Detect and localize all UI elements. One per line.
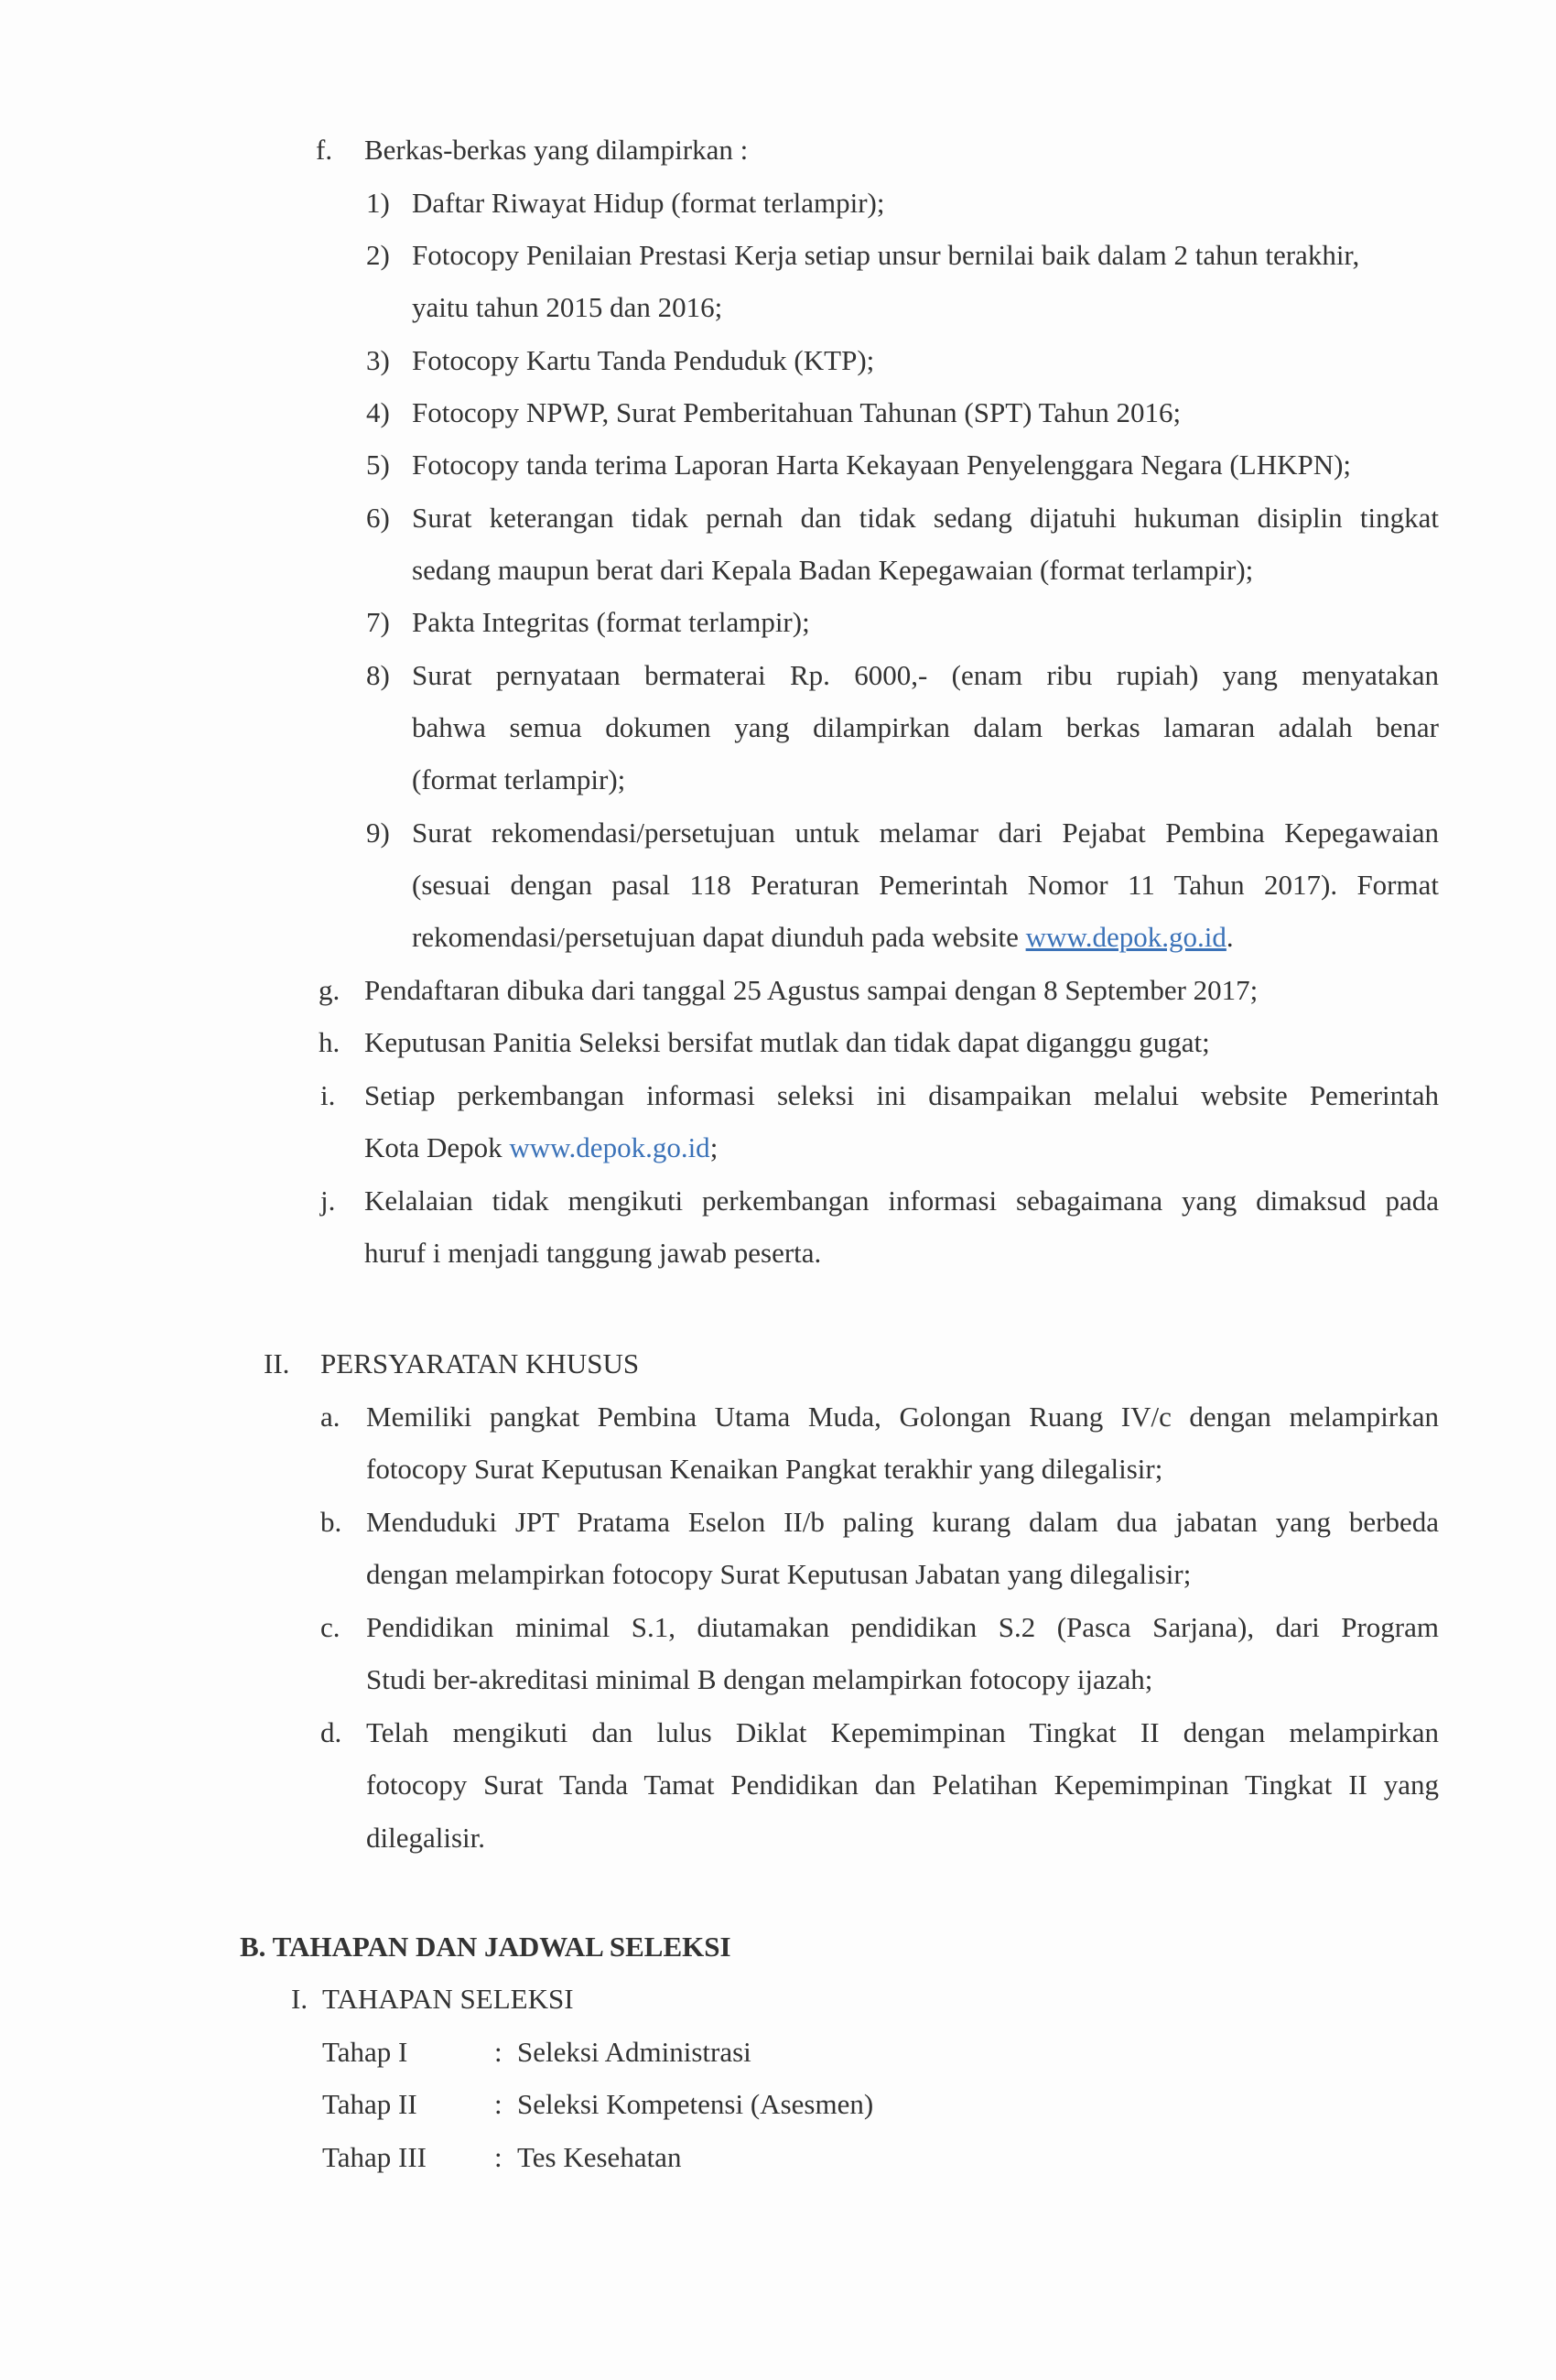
list-marker: d.	[320, 1716, 342, 1748]
list-marker: 2)	[366, 239, 390, 271]
list-marker: 7)	[366, 606, 390, 638]
list-item-cont: bahwa semua dokumen yang dilampirkan dalam berkas lamaran adalah benar	[412, 711, 1439, 743]
website-link[interactable]: www.depok.go.id	[1025, 921, 1226, 953]
stage-sep: :	[494, 2141, 502, 2173]
list-marker: h.	[319, 1026, 340, 1058]
list-item: Surat rekomendasi/persetujuan untuk melamar dari Pejabat Pembina Kepegawaian	[412, 817, 1439, 849]
section-heading: B. TAHAPAN DAN JADWAL SELEKSI	[240, 1931, 731, 1963]
stage-label: Tahap III	[322, 2141, 427, 2173]
list-item: Surat keterangan tidak pernah dan tidak sedang dijatuhi hukuman disiplin tingkat	[412, 502, 1439, 534]
list-item-cont: fotocopy Surat Tanda Tamat Pendidikan dan Pelatihan Kepemimpinan Tingkat II yang	[366, 1769, 1439, 1801]
text: Kota Depok	[364, 1131, 510, 1163]
subsection-title: TAHAPAN SELEKSI	[322, 1983, 574, 2015]
list-item: Telah mengikuti dan lulus Diklat Kepemimpinan Tingkat II dengan melampirkan	[366, 1716, 1439, 1748]
list-item-cont: (format terlampir);	[412, 763, 626, 795]
stage-value: Seleksi Kompetensi (Asesmen)	[517, 2088, 874, 2120]
list-item-cont: dilegalisir.	[366, 1822, 486, 1854]
list-marker: 5)	[366, 449, 390, 481]
stage-value: Tes Kesehatan	[517, 2141, 682, 2173]
list-item: Memiliki pangkat Pembina Utama Muda, Golongan Ruang IV/c dengan melampirkan	[366, 1401, 1439, 1433]
list-marker: 4)	[366, 396, 390, 428]
section-title: PERSYARATAN KHUSUS	[320, 1347, 640, 1379]
list-marker: 3)	[366, 344, 390, 376]
list-item-cont: Studi ber-akreditasi minimal B dengan melampirkan fotocopy ijazah;	[366, 1663, 1153, 1695]
section-i-text: Setiap perkembangan informasi seleksi ini disampaikan melalui website Pemerintah	[364, 1079, 1439, 1111]
list-item: Menduduki JPT Pratama Eselon II/b paling kurang dalam dua jabatan yang berbeda	[366, 1506, 1439, 1538]
list-item-cont	[412, 919, 1234, 956]
list-item-cont: yaitu tahun 2015 dan 2016;	[412, 291, 723, 323]
text: rekomendasi/persetujuan dapat diunduh pada website	[412, 921, 1026, 953]
list-marker: 1)	[366, 187, 390, 219]
list-marker: 9)	[366, 817, 390, 849]
list-marker: b.	[320, 1506, 342, 1538]
stage-sep: :	[494, 2088, 502, 2120]
subsection-marker: I.	[291, 1983, 308, 2015]
list-marker: i.	[320, 1079, 336, 1111]
stage-sep: :	[494, 2036, 502, 2068]
list-item: Surat pernyataan bermaterai Rp. 6000,- (enam ribu rupiah) yang menyatakan	[412, 659, 1439, 691]
list-marker: j.	[320, 1185, 336, 1217]
section-marker: II.	[264, 1347, 290, 1379]
list-marker: 8)	[366, 659, 390, 691]
section-f-title: Berkas-berkas yang dilampirkan :	[364, 134, 749, 166]
text: ;	[709, 1131, 719, 1163]
stage-label: Tahap II	[322, 2088, 417, 2120]
list-item: Pendidikan minimal S.1, diutamakan pendidikan S.2 (Pasca Sarjana), dari Program	[366, 1611, 1439, 1643]
list-marker: a.	[320, 1401, 340, 1433]
list-item: Fotocopy tanda terima Laporan Harta Kekayaan Penyelenggara Negara (LHKPN);	[412, 449, 1352, 481]
text: .	[1226, 921, 1234, 953]
section-h-text: Keputusan Panitia Seleksi bersifat mutlak dan tidak dapat diganggu gugat;	[364, 1026, 1210, 1058]
website-link[interactable]: www.depok.go.id	[509, 1131, 710, 1163]
list-item: Fotocopy Kartu Tanda Penduduk (KTP);	[412, 344, 875, 376]
section-g-text: Pendaftaran dibuka dari tanggal 25 Agustus sampai dengan 8 September 2017;	[364, 974, 1259, 1006]
list-item: Fotocopy NPWP, Surat Pemberitahuan Tahunan (SPT) Tahun 2016;	[412, 396, 1182, 428]
list-item-cont: sedang maupun berat dari Kepala Badan Kepegawaian (format terlampir);	[412, 554, 1254, 586]
list-item-cont: fotocopy Surat Keputusan Kenaikan Pangkat terakhir yang dilegalisir;	[366, 1453, 1163, 1485]
list-item: Pakta Integritas (format terlampir);	[412, 606, 810, 638]
list-item-cont: dengan melampirkan fotocopy Surat Keputusan Jabatan yang dilegalisir;	[366, 1558, 1192, 1590]
list-marker: c.	[320, 1611, 340, 1643]
list-marker: g.	[319, 974, 340, 1006]
section-j-cont: huruf i menjadi tanggung jawab peserta.	[364, 1237, 822, 1269]
list-item: Fotocopy Penilaian Prestasi Kerja setiap unsur bernilai baik dalam 2 tahun terakhir,	[412, 239, 1360, 271]
list-item: Daftar Riwayat Hidup (format terlampir);	[412, 187, 885, 219]
list-marker: f.	[316, 134, 333, 166]
list-item-cont: (sesuai dengan pasal 118 Peraturan Pemerintah Nomor 11 Tahun 2017). Format	[412, 869, 1439, 901]
section-j-text: Kelalaian tidak mengikuti perkembangan informasi sebagaimana yang dimaksud pada	[364, 1185, 1439, 1217]
stage-value: Seleksi Administrasi	[517, 2036, 751, 2068]
section-i-cont	[364, 1130, 718, 1166]
list-marker: 6)	[366, 502, 390, 534]
stage-label: Tahap I	[322, 2036, 408, 2068]
